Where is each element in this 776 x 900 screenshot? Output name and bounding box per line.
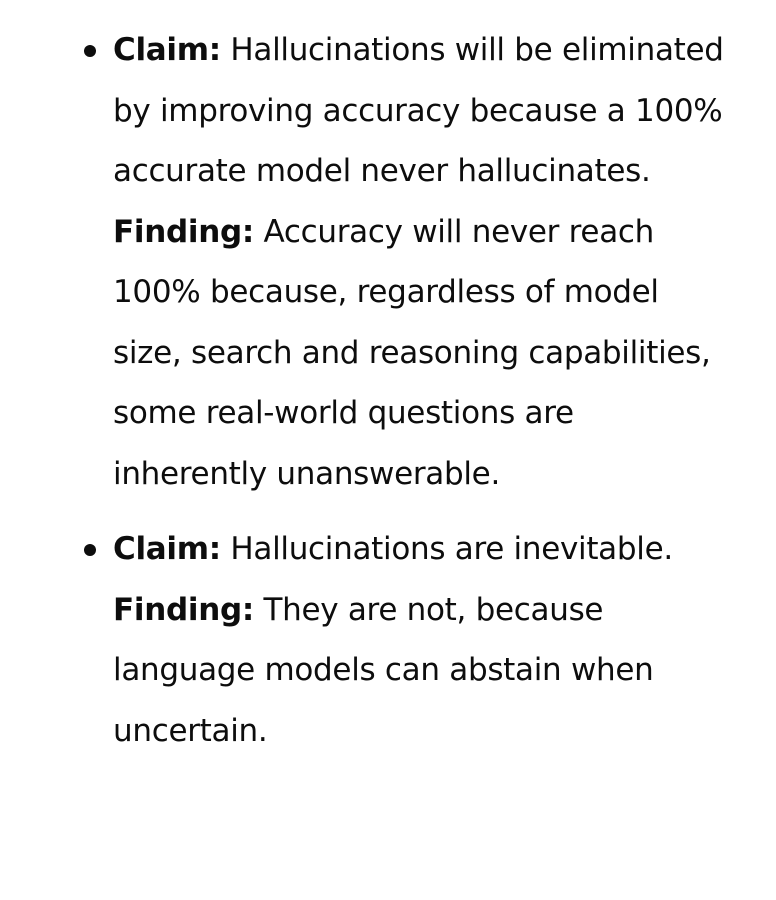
claim-text: Hallucinations will be eliminated by improving accuracy because a 100% accurate model never hallucinates. [113, 32, 724, 189]
claim-label: Claim: [113, 531, 221, 567]
finding-label: Finding: [113, 213, 254, 250]
list-item [0, 20, 776, 504]
finding-line [113, 580, 736, 762]
list-item [0, 519, 776, 761]
finding-text: Accuracy will never reach 100% because, regardless of model size, search and reasoning capabilities, some real-world questions are inherently unanswerable. [113, 213, 711, 492]
claims-findings-list [0, 20, 776, 761]
finding-text: They are not, because language models can abstain when uncertain. [113, 591, 654, 749]
finding-line [113, 202, 736, 505]
finding-label: Finding: [113, 591, 254, 628]
bullet-icon [84, 544, 96, 556]
claim-label: Claim: [113, 32, 221, 68]
claim-text: Hallucinations are inevitable. [220, 531, 673, 567]
bullet-icon [84, 45, 96, 57]
claim-line [113, 20, 736, 202]
claim-line [113, 519, 736, 580]
